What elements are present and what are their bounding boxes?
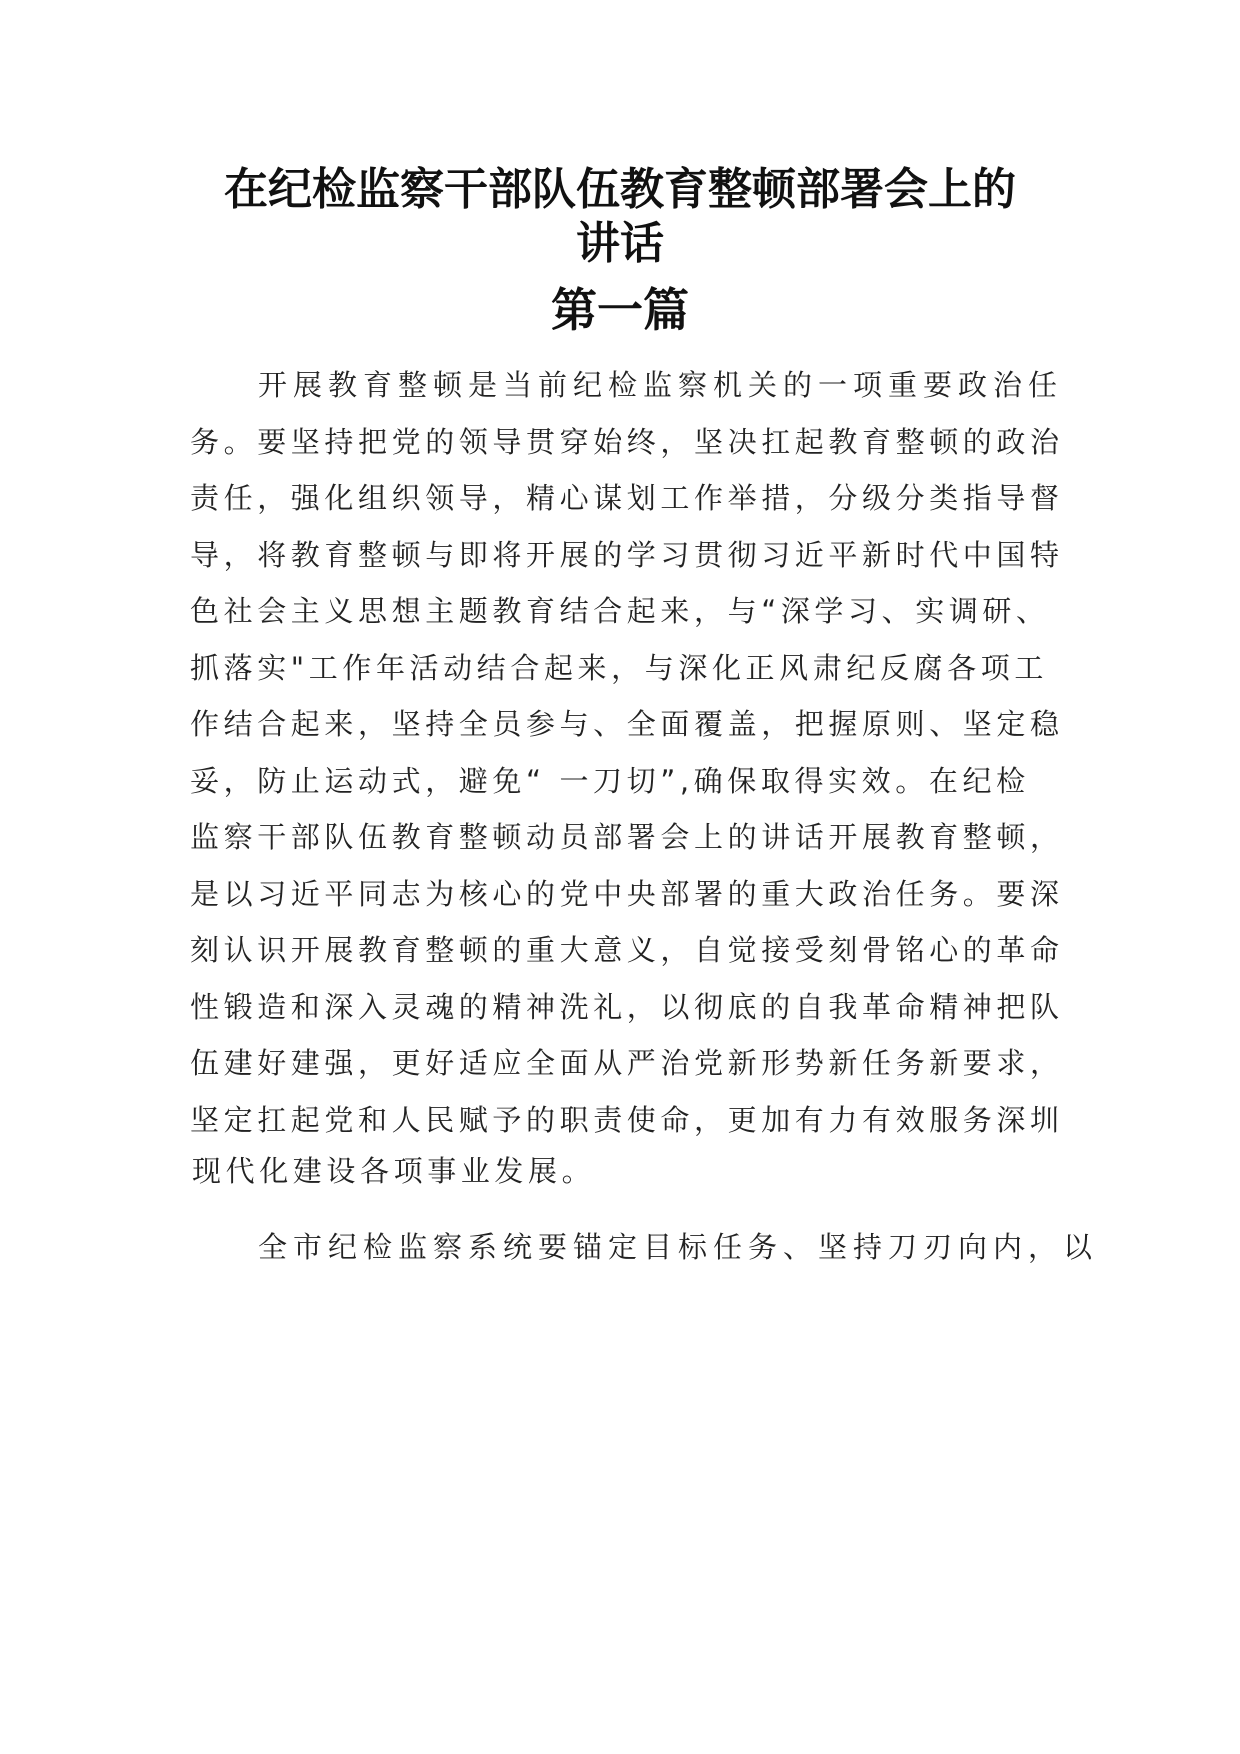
paragraph-1	[190, 357, 1064, 1148]
section-heading: 第一篇	[551, 283, 689, 337]
paragraph-line: 刻认识开展教育整顿的重大意义，自觉接受刻骨铭心的革命	[190, 933, 1064, 967]
paragraph-line: 作结合起来，坚持全员参与、全面覆盖，把握原则、坚定稳	[190, 707, 1064, 741]
paragraph-line: 责任，强化组织领导，精心谋划工作举措，分级分类指导督	[190, 481, 1064, 515]
paragraph-line: 导，将教育整顿与即将开展的学习贯彻习近平新时代中国特	[190, 537, 1064, 572]
paragraph-line: 务。要坚持把党的领导贯穿始终，坚决扛起教育整顿的政治	[190, 424, 1064, 459]
paragraph-line: 抓落实"工作年活动结合起来，与深化正风肃纪反腐各项工	[190, 650, 1048, 685]
paragraph-line: 监察干部队伍教育整顿动员部署会上的讲话开展教育整顿，	[190, 820, 1064, 854]
document-title-line-1: 在纪检监察干部队伍教育整顿部署会上的	[224, 164, 1016, 215]
paragraph-line: 开展教育整顿是当前纪检监察机关的一项重要政治任	[258, 368, 1064, 402]
paragraph-line: 妥，防止运动式，避免“ 一刀切”,确保取得实效。在纪检	[190, 763, 1030, 798]
paragraph-line: 伍建好建强，更好适应全面从严治党新形势新任务新要求，	[190, 1046, 1064, 1080]
paragraph-line: 坚定扛起党和人民赋予的职责使命，更加有力有效服务深圳	[190, 1102, 1064, 1137]
paragraph-line: 色社会主义思想主题教育结合起来，与“深学习、实调研、	[190, 594, 1050, 628]
document-title-line-2: 讲话	[576, 218, 664, 269]
paragraph-2: 全市纪检监察系统要锚定目标任务、坚持刀刃向内，以	[258, 1230, 1099, 1264]
paragraph-line: 是以习近平同志为核心的党中央部署的重大政治任务。要深	[190, 876, 1064, 911]
paragraph-1-tail: 现代化建设各项事业发展。	[192, 1154, 596, 1188]
paragraph-line: 性锻造和深入灵魂的精神洗礼，以彻底的自我革命精神把队	[190, 989, 1064, 1024]
